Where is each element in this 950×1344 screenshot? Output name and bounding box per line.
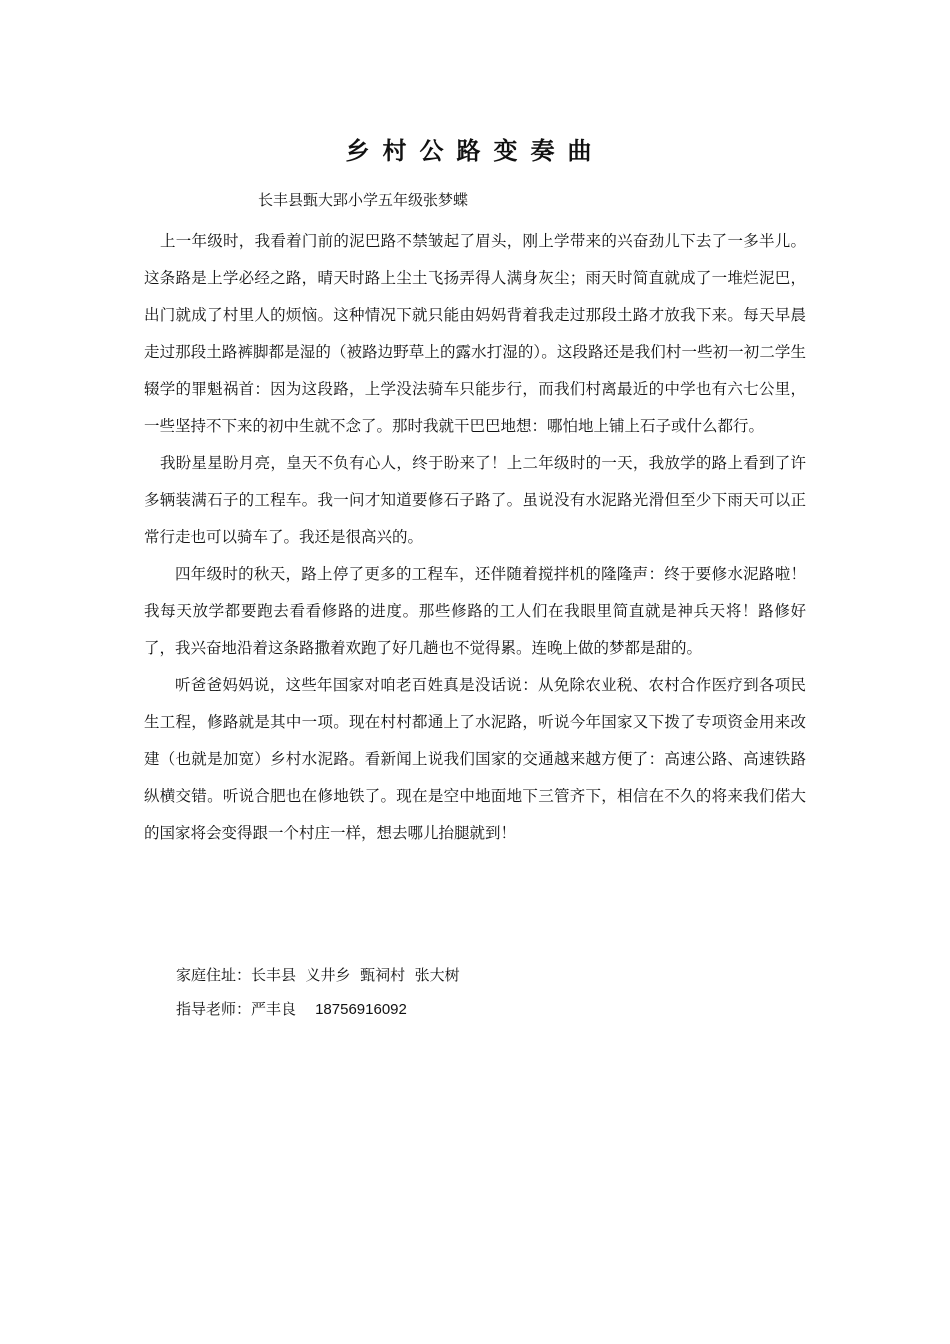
home-address: 家庭住址：长丰县 义井乡 甄祠村 张大树 [176, 966, 460, 984]
document-title: 乡村公路变奏曲 [345, 137, 605, 165]
paragraph: 上一年级时，我看着门前的泥巴路不禁皱起了眉头，刚上学带来的兴奋劲儿下去了一多半儿。这条路是上学必经之路，晴天时路上尘土飞扬弄得人满身灰尘；雨天时简直就成了一堆烂泥巴，出门就成了村里人的烦恼。这种情况下就只能由妈妈背着我走过那段土路才放我下来。每天早晨走过那段土路裤脚都是湿的（被路边野草上的露水打湿的）。这段路还是我们村一些初一初二学生辍学的罪魁祸首：因为这段路，上学没法骑车只能步行，而我们村离最近的中学也有六七公里，一些坚持不下来的初中生就不念了。那时我就干巴巴地想：哪怕地上铺上石子或什么都行。 [144, 232, 806, 435]
paragraph: 四年级时的秋天，路上停了更多的工程车，还伴随着搅拌机的隆隆声：终于要修水泥路啦！我每天放学都要跑去看看修路的进度。那些修路的工人们在我眼里简直就是神兵天将！路修好了，我兴奋地沿着这条路撒着欢跑了好几趟也不觉得累。连晚上做的梦都是甜的。 [144, 565, 806, 657]
advisor-line [176, 992, 460, 1027]
paragraph: 听爸爸妈妈说，这些年国家对咱老百姓真是没话说：从免除农业税、农村合作医疗到各项民生工程，修路就是其中一项。现在村村都通上了水泥路，听说今年国家又下拨了专项资金用来改建（也就是加宽）乡村水泥路。看新闻上说我们国家的交通越来越方便了：高速公路、高速铁路纵横交错。听说合肥也在修地铁了。现在是空中地面地下三管齐下，相信在不久的将来我们偌大的国家将会变得跟一个村庄一样，想去哪儿抬腿就到！ [144, 676, 806, 842]
author-byline: 长丰县甄大郢小学五年级张梦蝶 [258, 191, 469, 209]
paragraph: 我盼星星盼月亮，皇天不负有心人，终于盼来了！上二年级时的一天，我放学的路上看到了许多辆装满石子的工程车。我一问才知道要修石子路了。虽说没有水泥路光滑但至少下雨天可以正常行走也可以骑车了。我还是很高兴的。 [144, 454, 806, 546]
document-footer [176, 958, 460, 1027]
document-body [144, 223, 806, 852]
advisor-name: 指导老师：严丰良 [176, 1000, 297, 1018]
advisor-phone: 18756916092 [315, 1001, 407, 1018]
